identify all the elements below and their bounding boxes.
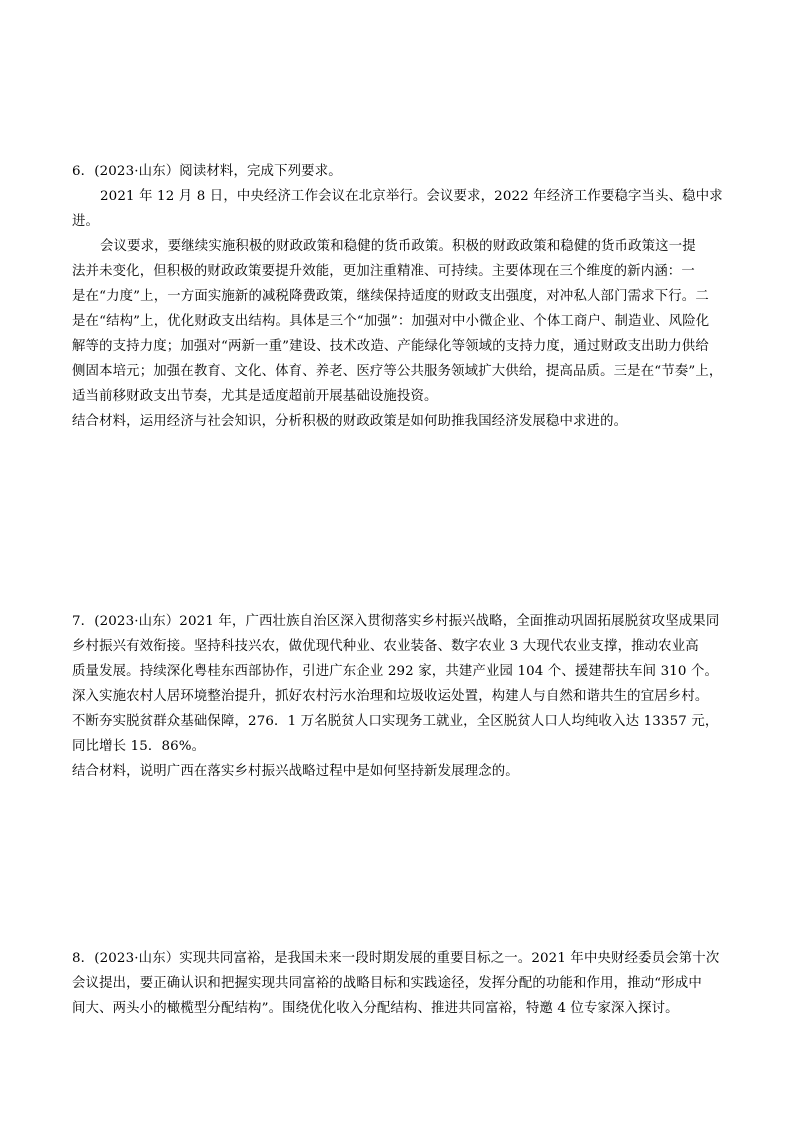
text-line: 结合材料，说明广西在落实乡村振兴战略过程中是如何坚持新发展理念的。 [72, 764, 519, 779]
text-line: 结合材料，运用经济与社会知识，分析积极的财政政策是如何助推我国经济发展稳中求进的。 [72, 414, 628, 429]
question-7 [72, 609, 724, 784]
question-header: 8．(2023·山东）实现共同富裕，是我国未来一段时期发展的重要目标之一。2021 年中央财经委员会第十次 [72, 951, 720, 966]
text-line: 2021 年 12 月 8 日，中央经济工作会议在北京举行。会议要求，2022 年经济工作要稳字当头、稳中求 [100, 189, 723, 204]
question-6 [72, 159, 724, 434]
text-line: 侧固本培元；加强在教育、文化、体育、养老、医疗等公共服务领域扩大供给，提高品质。三是在“节奏”上， [72, 364, 723, 379]
text-line: 是在“结构”上，优化财政支出结构。具体是三个“加强”：加强对中小微企业、个体工商户、制造业、风险化 [72, 314, 710, 329]
text-line: 质量发展。持续深化粤桂东西部协作，引进广东企业 292 家，共建产业园 104 个、援建帮扶车间 310 个。 [72, 664, 719, 679]
paragraph [72, 409, 724, 434]
text-line: 适当前移财政支出节奏，尤其是适度超前开展基础设施投资。 [72, 389, 438, 404]
paragraph [72, 634, 724, 759]
text-line: 会议要求，要继续实施积极的财政政策和稳健的货币政策。积极的财政政策和稳健的货币政策这一提 [100, 239, 696, 254]
text-line: 解等的支持力度；加强对“两新一重”建设、技术改造、产能绿化等领域的支持力度，通过财政支出助力供给 [72, 339, 709, 354]
text-line: 不断夯实脱贫群众基础保障，276．1 万名脱贫人口实现务工就业，全区脱贫人口人均纯收入达 13357 元， [72, 714, 719, 729]
text-line: 深入实施农村人居环境整治提升，抓好农村污水治理和垃圾收运处置，构建人与自然和谐共生的宜居乡村。 [72, 689, 709, 704]
paragraph [72, 184, 724, 234]
text-line: 进。 [72, 214, 100, 229]
text-line: 同比增长 15．86%。 [72, 739, 206, 754]
text-line: 间大、两头小的橄榄型分配结构”。围绕优化收入分配结构、推进共同富裕，特邀 4 位专家深入探讨。 [72, 1001, 679, 1016]
paragraph [72, 759, 724, 784]
paragraph [72, 971, 724, 1021]
text-line: 是在“力度”上，一方面实施新的减税降费政策，继续保持适度的财政支出强度，对冲私人部门需求下行。二 [72, 289, 709, 304]
question-header: 7．(2023·山东）2021 年，广西壮族自治区深入贯彻落实乡村振兴战略，全面推动巩固拓展脱贫攻坚成果同 [72, 614, 720, 629]
text-line: 法并未变化，但积极的财政政策要提升效能，更加注重精准、可持续。主要体现在三个维度的新内涵：一 [72, 264, 695, 279]
question-8 [72, 946, 724, 1021]
question-header: 6．(2023·山东）阅读材料，完成下列要求。 [72, 164, 342, 179]
paragraph [72, 234, 724, 409]
text-line: 会议提出，要正确认识和把握实现共同富裕的战略目标和实践途径，发挥分配的功能和作用，推动“形成中 [72, 976, 702, 991]
text-line: 乡村振兴有效衔接。坚持科技兴农，做优现代种业、农业装备、数字农业 3 大现代农业支撑，推动农业高 [72, 639, 699, 654]
